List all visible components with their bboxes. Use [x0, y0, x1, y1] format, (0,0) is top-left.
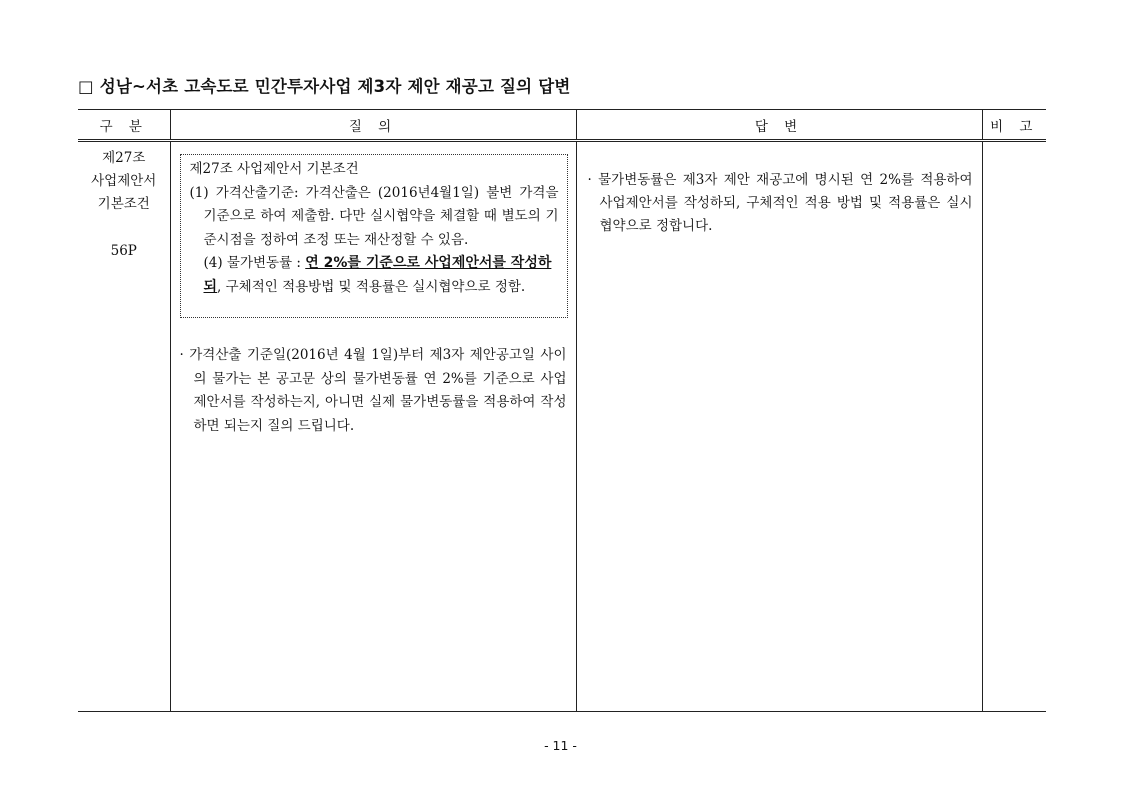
qa-table	[78, 109, 1046, 712]
page-title: □ 성남~서초 고속도로 민간투자사업 제3자 제안 재공고 질의 답변	[78, 77, 571, 96]
table-row	[78, 141, 1046, 712]
quoted-item-4-emphasis: 연 2%를 기준으로 사업제안서를 작성하되	[203, 255, 552, 295]
quoted-item-4-prefix: (4) 물가변동률 :	[203, 255, 306, 271]
category-line: 사업제안서	[91, 173, 157, 189]
table-header-row	[78, 110, 1046, 141]
header-answer: 답 변	[576, 110, 982, 141]
header-question: 질 의	[170, 110, 576, 141]
quoted-item-4	[190, 252, 559, 299]
page-number: - 11 -	[544, 738, 577, 753]
quoted-article-box	[180, 154, 568, 318]
question-text: · 가격산출 기준일(2016년 4월 1일)부터 제3자 제안공고일 사이의 물가는 본 공고문 상의 물가변동률 연 2%를 기준으로 사업제안서를 작성하는지, 아니면 실제 물가변동률을 적용하여 작성하면 되는지 질의 드립니다.	[179, 347, 567, 434]
quoted-article-heading: 제27조 사업제안서 기본조건	[189, 161, 359, 177]
header-category: 구 분	[78, 110, 170, 141]
remark-cell	[982, 141, 1046, 712]
quoted-item-1: (1) 가격산출기준: 가격산출은 (2016년4월1일) 불변 가격을 기준으로 하여 제출함. 다만 실시협약을 체결할 때 별도의 기준시점을 정하여 조정 또는 재산정할 수 있음.	[189, 184, 559, 248]
category-line: 제27조	[102, 150, 146, 166]
quoted-item-4-suffix: , 구체적인 적용방법 및 적용률은 실시협약으로 정함.	[217, 278, 526, 295]
category-line: 기본조건	[97, 196, 150, 212]
answer-cell	[576, 141, 982, 712]
header-remark: 비 고	[982, 110, 1046, 141]
category-cell	[78, 141, 170, 712]
page-reference: 56P	[110, 243, 137, 259]
question-cell	[170, 141, 576, 712]
answer-text: · 물가변동률은 제3자 제안 재공고에 명시된 연 2%를 적용하여 사업제안서를 작성하되, 구체적인 적용 방법 및 적용률은 실시협약으로 정합니다.	[587, 172, 973, 234]
